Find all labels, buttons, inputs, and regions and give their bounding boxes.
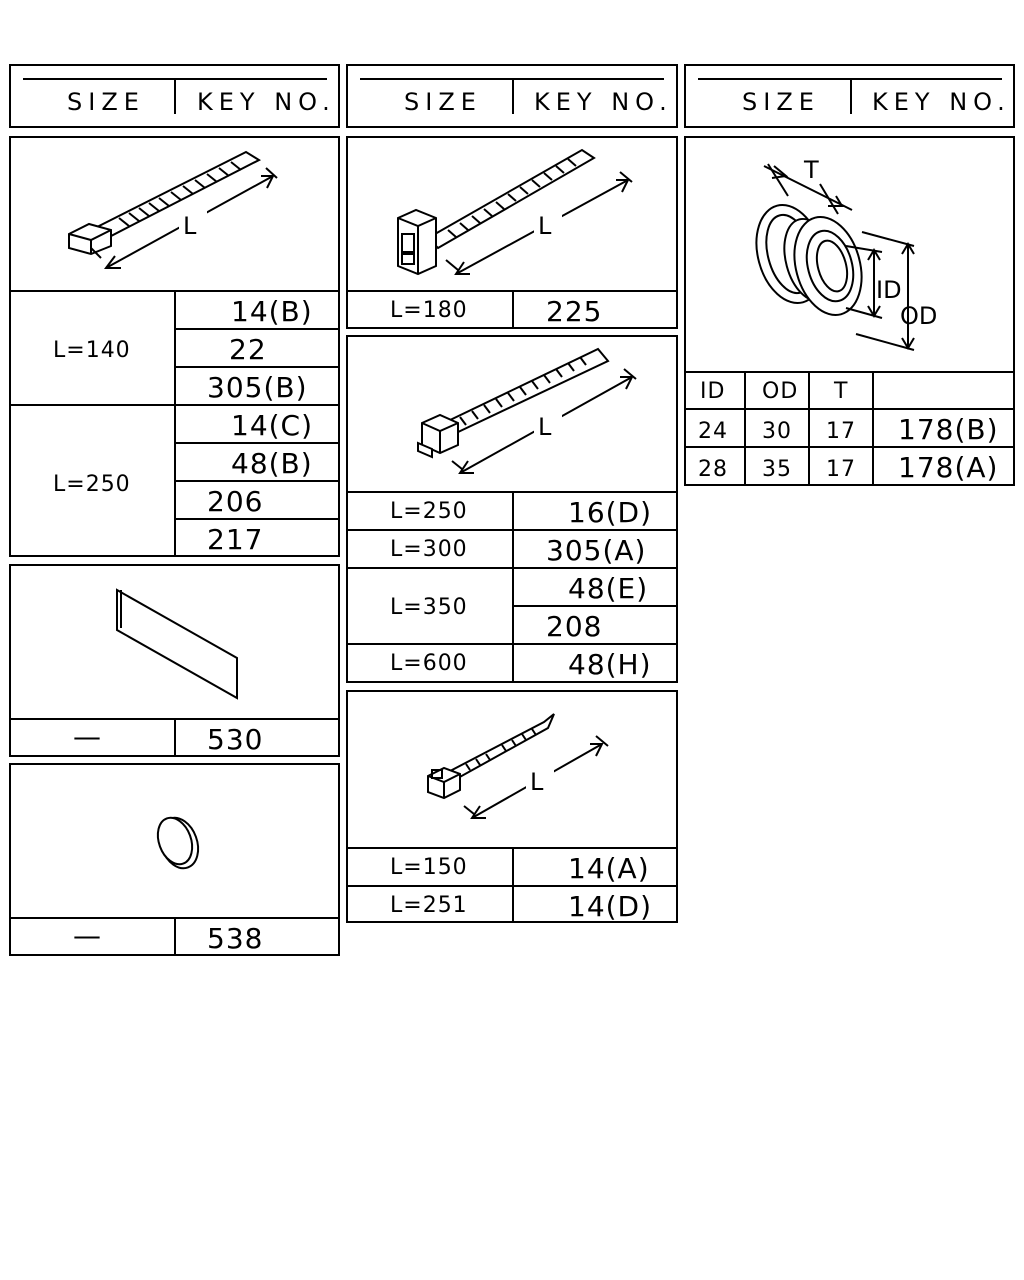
grommet-od: 35: [762, 457, 792, 482]
size-cell: L=300: [390, 537, 468, 562]
dimension-l-label: L: [538, 413, 552, 441]
tape-drawing: [11, 566, 342, 726]
grommet-drawing: [686, 138, 1017, 373]
key-cell: 22: [229, 333, 267, 366]
dimension-id-label: ID: [876, 276, 902, 304]
size-cell: L=150: [390, 855, 468, 880]
column-header-id: ID: [700, 379, 726, 404]
grommet-t: 17: [826, 419, 856, 444]
key-cell: 48(E): [568, 572, 649, 605]
header-col1: [9, 64, 340, 128]
key-cell: 305(B): [207, 371, 308, 404]
mount-tie-panel: [346, 335, 678, 683]
cap-panel: [9, 763, 340, 956]
key-cell: 178(B): [898, 413, 999, 446]
key-cell: 538: [207, 922, 264, 955]
mount-tie-drawing: [348, 337, 680, 497]
cap-drawing: [11, 765, 342, 925]
column-header-t: T: [834, 379, 849, 404]
dimension-od-label: OD: [900, 302, 938, 330]
clip-tie-panel: [346, 136, 678, 329]
size-cell: L=180: [390, 298, 468, 323]
size-cell: L=600: [390, 651, 468, 676]
grommet-id: 28: [698, 457, 728, 482]
header-size: SIZE: [404, 88, 482, 116]
key-cell: 305(A): [546, 534, 647, 567]
size-cell: L=251: [390, 893, 468, 918]
grommet-od: 30: [762, 419, 792, 444]
key-cell: 48(H): [568, 648, 652, 681]
key-cell: 48(B): [231, 447, 313, 480]
key-cell: 14(D): [568, 890, 653, 923]
small-tie-drawing: [348, 692, 680, 852]
size-cell: L=350: [390, 595, 468, 620]
key-cell: 14(B): [231, 295, 313, 328]
header-key: KEY NO.: [534, 88, 673, 116]
header-key: KEY NO.: [872, 88, 1011, 116]
key-cell: 530: [207, 723, 264, 756]
tape-panel: [9, 564, 340, 757]
key-cell: 208: [546, 610, 603, 643]
dimension-l-label: L: [530, 768, 544, 796]
size-cell: —: [73, 720, 102, 753]
size-cell: L=140: [53, 338, 131, 363]
cable-tie-drawing: [11, 138, 342, 298]
grommet-panel: [684, 136, 1015, 486]
header-size: SIZE: [67, 88, 145, 116]
key-cell: 225: [546, 295, 603, 328]
key-cell: 217: [207, 523, 264, 556]
dimension-l-label: L: [183, 212, 197, 240]
dimension-t-label: T: [804, 156, 819, 184]
size-cell: L=250: [390, 499, 468, 524]
dimension-l-label: L: [538, 212, 552, 240]
size-cell: L=250: [53, 472, 131, 497]
cable-tie-panel: [9, 136, 340, 557]
grommet-id: 24: [698, 419, 728, 444]
key-cell: 14(C): [231, 409, 314, 442]
clip-tie-drawing: [348, 138, 680, 298]
key-cell: 14(A): [568, 852, 650, 885]
grommet-t: 17: [826, 457, 856, 482]
header-key: KEY NO.: [197, 88, 336, 116]
size-cell: —: [73, 919, 102, 952]
key-cell: 178(A): [898, 451, 999, 484]
key-cell: 16(D): [568, 496, 653, 529]
key-cell: 206: [207, 485, 264, 518]
header-size: SIZE: [742, 88, 820, 116]
header-col2: [346, 64, 678, 128]
small-tie-panel: [346, 690, 678, 923]
header-col3: [684, 64, 1015, 128]
column-header-od: OD: [762, 379, 799, 404]
